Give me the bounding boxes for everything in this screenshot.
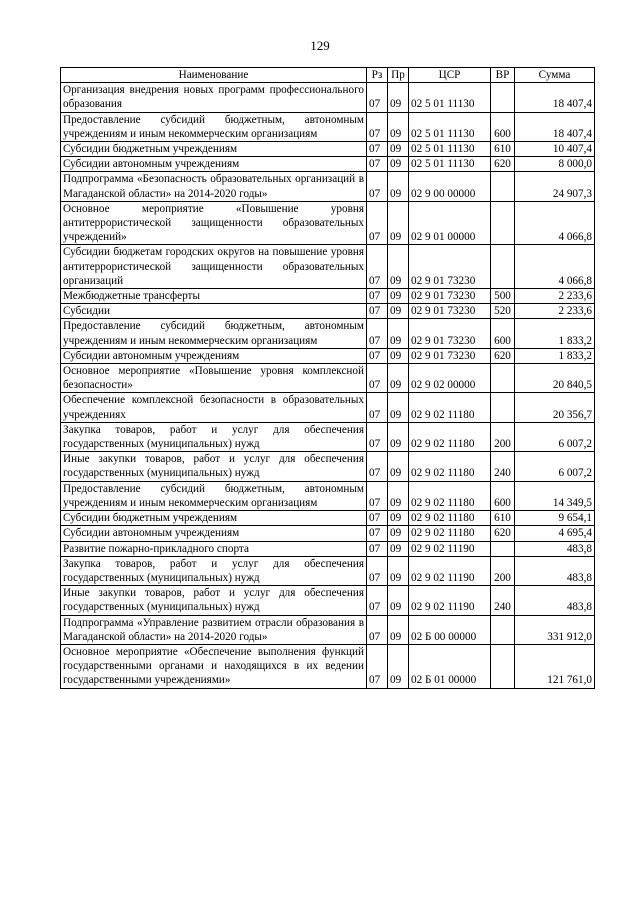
- cell-pr: 09: [388, 422, 409, 451]
- cell-vr: 600: [491, 319, 515, 348]
- table-row: [61, 452, 595, 481]
- column-header-csr: ЦСР: [409, 68, 491, 83]
- column-header-sum: Сумма: [515, 68, 595, 83]
- cell-name: Предоставление субсидий бюджетным, автономным учреждениям и иным некоммерческим организациям: [61, 481, 367, 510]
- cell-pr: 09: [388, 201, 409, 245]
- cell-pr: 09: [388, 511, 409, 526]
- cell-rz: 07: [367, 172, 388, 201]
- cell-rz: 07: [367, 526, 388, 541]
- cell-name: Организация внедрения новых программ профессионального образования: [61, 83, 367, 112]
- cell-pr: 09: [388, 586, 409, 615]
- cell-csr: 02 9 01 00000: [409, 201, 491, 245]
- cell-pr: 09: [388, 541, 409, 556]
- table-row: [61, 112, 595, 141]
- cell-csr: 02 9 02 11180: [409, 511, 491, 526]
- cell-name: Подпрограмма «Безопасность образовательных организаций в Магаданской области» на 2014-2020 годы»: [61, 172, 367, 201]
- cell-sum: 10 407,4: [515, 142, 595, 157]
- cell-csr: 02 Б 01 00000: [409, 644, 491, 688]
- cell-sum: 18 407,4: [515, 112, 595, 141]
- cell-pr: 09: [388, 245, 409, 289]
- cell-rz: 07: [367, 245, 388, 289]
- cell-pr: 09: [388, 615, 409, 644]
- cell-name: Основное мероприятие «Повышение уровня комплексной безопасности»: [61, 364, 367, 393]
- table-row: [61, 556, 595, 585]
- cell-rz: 07: [367, 615, 388, 644]
- cell-sum: 2 233,6: [515, 304, 595, 319]
- table-row: [61, 201, 595, 245]
- table-row: [61, 541, 595, 556]
- cell-sum: 6 007,2: [515, 452, 595, 481]
- column-header-rz: Рз: [367, 68, 388, 83]
- cell-sum: 1 833,2: [515, 319, 595, 348]
- cell-csr: 02 9 02 00000: [409, 364, 491, 393]
- cell-csr: 02 5 01 11130: [409, 142, 491, 157]
- cell-vr: [491, 615, 515, 644]
- cell-sum: 20 356,7: [515, 393, 595, 422]
- cell-csr: 02 9 01 73230: [409, 304, 491, 319]
- cell-name: Подпрограмма «Управление развитием отрасли образования в Магаданской области» на 2014-2020 годы»: [61, 615, 367, 644]
- page-number: 129: [310, 38, 330, 53]
- cell-vr: [491, 393, 515, 422]
- cell-csr: 02 9 02 11180: [409, 452, 491, 481]
- cell-vr: 610: [491, 511, 515, 526]
- table-row: [61, 511, 595, 526]
- budget-table: [60, 67, 595, 689]
- cell-sum: 121 761,0: [515, 644, 595, 688]
- cell-name: Закупка товаров, работ и услуг для обеспечения государственных (муниципальных) нужд: [61, 422, 367, 451]
- table-row: [61, 304, 595, 319]
- table-row: [61, 83, 595, 112]
- table-row: [61, 364, 595, 393]
- cell-sum: 331 912,0: [515, 615, 595, 644]
- cell-vr: [491, 245, 515, 289]
- cell-rz: 07: [367, 289, 388, 304]
- cell-vr: 200: [491, 556, 515, 585]
- cell-sum: 24 907,3: [515, 172, 595, 201]
- cell-vr: 500: [491, 289, 515, 304]
- cell-rz: 07: [367, 157, 388, 172]
- cell-csr: 02 9 01 73230: [409, 289, 491, 304]
- cell-csr: 02 9 02 11190: [409, 541, 491, 556]
- cell-sum: 483,8: [515, 586, 595, 615]
- cell-name: Предоставление субсидий бюджетным, автономным учреждениям и иным некоммерческим организациям: [61, 319, 367, 348]
- cell-pr: 09: [388, 172, 409, 201]
- cell-pr: 09: [388, 112, 409, 141]
- cell-rz: 07: [367, 348, 388, 363]
- cell-name: Субсидии бюджетам городских округов на повышение уровня антитеррористической защищенности образовательных организаций: [61, 245, 367, 289]
- table-row: [61, 142, 595, 157]
- cell-pr: 09: [388, 319, 409, 348]
- cell-rz: 07: [367, 112, 388, 141]
- cell-sum: 483,8: [515, 556, 595, 585]
- cell-name: Основное мероприятие «Повышение уровня антитеррористической защищенности образовательных учреждений»: [61, 201, 367, 245]
- cell-vr: [491, 541, 515, 556]
- table-row: [61, 289, 595, 304]
- cell-name: Обеспечение комплексной безопасности в образовательных учреждениях: [61, 393, 367, 422]
- cell-pr: 09: [388, 289, 409, 304]
- cell-rz: 07: [367, 142, 388, 157]
- cell-name: Субсидии: [61, 304, 367, 319]
- cell-name: Иные закупки товаров, работ и услуг для обеспечения государственных (муниципальных) нужд: [61, 452, 367, 481]
- cell-csr: 02 9 02 11190: [409, 586, 491, 615]
- cell-pr: 09: [388, 556, 409, 585]
- cell-pr: 09: [388, 481, 409, 510]
- cell-pr: 09: [388, 644, 409, 688]
- cell-name: Развитие пожарно-прикладного спорта: [61, 541, 367, 556]
- cell-sum: 4 066,8: [515, 201, 595, 245]
- cell-csr: 02 9 01 73230: [409, 348, 491, 363]
- table-row: [61, 644, 595, 688]
- cell-sum: 18 407,4: [515, 83, 595, 112]
- cell-vr: 620: [491, 526, 515, 541]
- cell-sum: 4 695,4: [515, 526, 595, 541]
- cell-pr: 09: [388, 83, 409, 112]
- cell-pr: 09: [388, 304, 409, 319]
- table-row: [61, 481, 595, 510]
- cell-sum: 8 000,0: [515, 157, 595, 172]
- table-row: [61, 157, 595, 172]
- cell-csr: 02 5 01 11130: [409, 157, 491, 172]
- cell-csr: 02 9 02 11180: [409, 481, 491, 510]
- cell-vr: 600: [491, 112, 515, 141]
- cell-name: Предоставление субсидий бюджетным, автономным учреждениям и иным некоммерческим организациям: [61, 112, 367, 141]
- cell-csr: 02 Б 00 00000: [409, 615, 491, 644]
- cell-rz: 07: [367, 452, 388, 481]
- cell-rz: 07: [367, 481, 388, 510]
- cell-rz: 07: [367, 586, 388, 615]
- cell-sum: 1 833,2: [515, 348, 595, 363]
- cell-csr: 02 5 01 11130: [409, 112, 491, 141]
- cell-sum: 2 233,6: [515, 289, 595, 304]
- table-row: [61, 348, 595, 363]
- column-header-name: Наименование: [61, 68, 367, 83]
- cell-rz: 07: [367, 83, 388, 112]
- cell-vr: [491, 644, 515, 688]
- cell-sum: 6 007,2: [515, 422, 595, 451]
- cell-name: Субсидии автономным учреждениям: [61, 526, 367, 541]
- cell-vr: [491, 83, 515, 112]
- cell-rz: 07: [367, 556, 388, 585]
- table-row: [61, 393, 595, 422]
- cell-pr: 09: [388, 452, 409, 481]
- cell-csr: 02 5 01 11130: [409, 83, 491, 112]
- cell-name: Субсидии автономным учреждениям: [61, 348, 367, 363]
- cell-csr: 02 9 01 73230: [409, 319, 491, 348]
- cell-rz: 07: [367, 511, 388, 526]
- cell-csr: 02 9 02 11180: [409, 393, 491, 422]
- cell-csr: 02 9 00 00000: [409, 172, 491, 201]
- table-row: [61, 172, 595, 201]
- cell-rz: 07: [367, 319, 388, 348]
- cell-rz: 07: [367, 201, 388, 245]
- cell-csr: 02 9 02 11180: [409, 422, 491, 451]
- cell-pr: 09: [388, 157, 409, 172]
- cell-rz: 07: [367, 541, 388, 556]
- table-row: [61, 319, 595, 348]
- cell-rz: 07: [367, 393, 388, 422]
- cell-vr: 610: [491, 142, 515, 157]
- cell-sum: 4 066,8: [515, 245, 595, 289]
- table-row: [61, 586, 595, 615]
- cell-pr: 09: [388, 348, 409, 363]
- cell-vr: 600: [491, 481, 515, 510]
- table-row: [61, 422, 595, 451]
- cell-vr: 620: [491, 157, 515, 172]
- cell-vr: [491, 172, 515, 201]
- cell-name: Основное мероприятие «Обеспечение выполнения функций государственными органами и находящихся в их ведении государственными учреждениями»: [61, 644, 367, 688]
- cell-vr: 520: [491, 304, 515, 319]
- cell-sum: 9 654,1: [515, 511, 595, 526]
- table-row: [61, 245, 595, 289]
- column-header-pr: Пр: [388, 68, 409, 83]
- cell-rz: 07: [367, 364, 388, 393]
- cell-rz: 07: [367, 422, 388, 451]
- cell-name: Субсидии бюджетным учреждениям: [61, 142, 367, 157]
- cell-vr: [491, 201, 515, 245]
- cell-vr: 200: [491, 422, 515, 451]
- cell-pr: 09: [388, 526, 409, 541]
- cell-csr: 02 9 02 11190: [409, 556, 491, 585]
- cell-pr: 09: [388, 364, 409, 393]
- cell-pr: 09: [388, 142, 409, 157]
- cell-name: Субсидии автономным учреждениям: [61, 157, 367, 172]
- cell-vr: [491, 364, 515, 393]
- table-row: [61, 526, 595, 541]
- cell-name: Иные закупки товаров, работ и услуг для обеспечения государственных (муниципальных) нужд: [61, 586, 367, 615]
- cell-name: Субсидии бюджетным учреждениям: [61, 511, 367, 526]
- cell-vr: 620: [491, 348, 515, 363]
- cell-vr: 240: [491, 452, 515, 481]
- cell-rz: 07: [367, 644, 388, 688]
- table-row: [61, 615, 595, 644]
- cell-name: Межбюджетные трансферты: [61, 289, 367, 304]
- cell-pr: 09: [388, 393, 409, 422]
- cell-sum: 14 349,5: [515, 481, 595, 510]
- column-header-vr: ВР: [491, 68, 515, 83]
- cell-csr: 02 9 01 73230: [409, 245, 491, 289]
- cell-vr: 240: [491, 586, 515, 615]
- table-header-row: [61, 68, 595, 83]
- cell-sum: 20 840,5: [515, 364, 595, 393]
- cell-rz: 07: [367, 304, 388, 319]
- table-body: [61, 83, 595, 688]
- cell-name: Закупка товаров, работ и услуг для обеспечения государственных (муниципальных) нужд: [61, 556, 367, 585]
- cell-sum: 483,8: [515, 541, 595, 556]
- cell-csr: 02 9 02 11180: [409, 526, 491, 541]
